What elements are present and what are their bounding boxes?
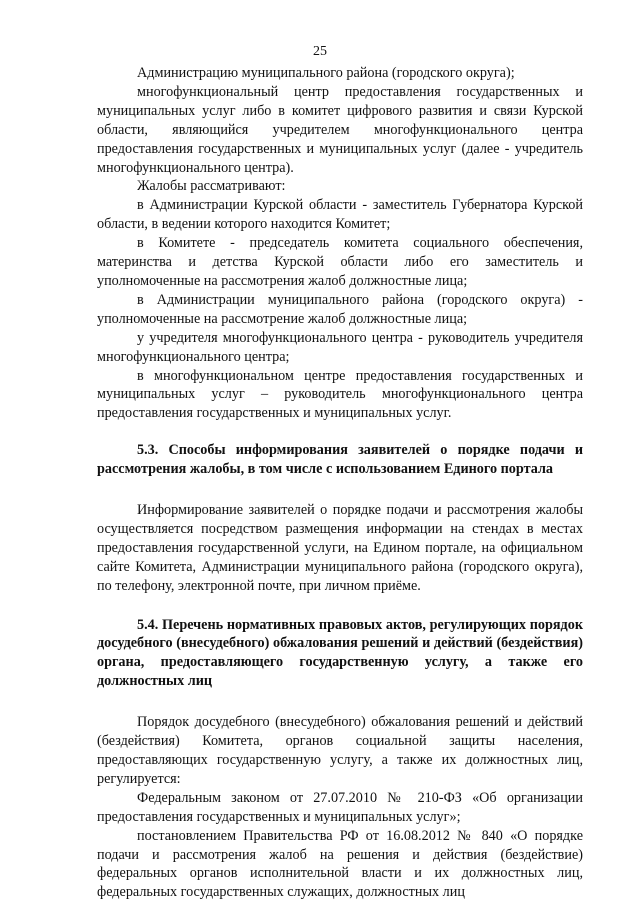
- section-5-3-text: Информирование заявителей о порядке подачи и рассмотрения жалобы осуществляется посредством размещения информации на стендах в местах предоставления государственной услуги, на Едином портале, на официальном сайте Комитета, Администрации муниципального района (городского округа), по телефону, электронной почте, при личном приёме.: [97, 502, 583, 594]
- page-content: [97, 64, 583, 902]
- paragraph: Федеральным законом от 27.07.2010 № 210-ФЗ «Об организации предоставления государственных и муниципальных услуг»;: [97, 789, 583, 825]
- paragraph: в многофункциональном центре предоставления государственных и муниципальных услуг – руководитель многофункционального центра предоставления государственных и муниципальных услуг.: [97, 367, 583, 422]
- paragraph: многофункциональный центр предоставления государственных и муниципальных услуг либо в комитет цифрового развития и связи Курской области, являющийся учредителем многофункционального центра предоставления государственных и муниципальных услуг (далее - учредитель многофункционального центра).: [97, 83, 583, 176]
- paragraph: Администрацию муниципального района (городского округа);: [137, 65, 515, 81]
- page-number: 25: [313, 44, 327, 59]
- paragraph: постановлением Правительства РФ от 16.08.2012 № 840 «О порядке подачи и рассмотрения жалоб на решения и действия (бездействие) федеральных органов исполнительной власти и их должностных лиц, федеральных государственных служащих, должностных лиц: [97, 827, 583, 901]
- paragraph: у учредителя многофункционального центра - руководитель учредителя многофункционального центра;: [97, 329, 583, 365]
- paragraph: Жалобы рассматривают:: [137, 178, 286, 195]
- paragraph: в Администрации муниципального района (городского округа) - уполномоченные на рассмотрение жалоб должностные лица;: [97, 291, 583, 327]
- paragraph: в Администрации Курской области - заместитель Губернатора Курской области, в ведении которого находится Комитет;: [97, 197, 583, 233]
- section-heading-5-4: 5.4. Перечень нормативных правовых актов, регулирующих порядок досудебного (внесудебного) обжалования решений и действий (бездействия) органа, предоставляющего государственную услугу, а также его должностных лиц: [97, 616, 583, 690]
- paragraph: Порядок досудебного (внесудебного) обжалования решений и действий (бездействия) Комитета, органов социальной защиты населения, предоставляющих государственную услугу, а также их должностных лиц, регулируется:: [97, 714, 583, 787]
- section-heading-5-3: 5.3. Способы информирования заявителей о порядке подачи и рассмотрения жалобы, в том числе с использованием Единого портала: [97, 442, 583, 478]
- paragraph: в Комитете - председатель комитета социального обеспечения, материнства и детства Курской области либо его заместитель и уполномоченные на рассмотрения жалоб должностные лица;: [97, 235, 583, 289]
